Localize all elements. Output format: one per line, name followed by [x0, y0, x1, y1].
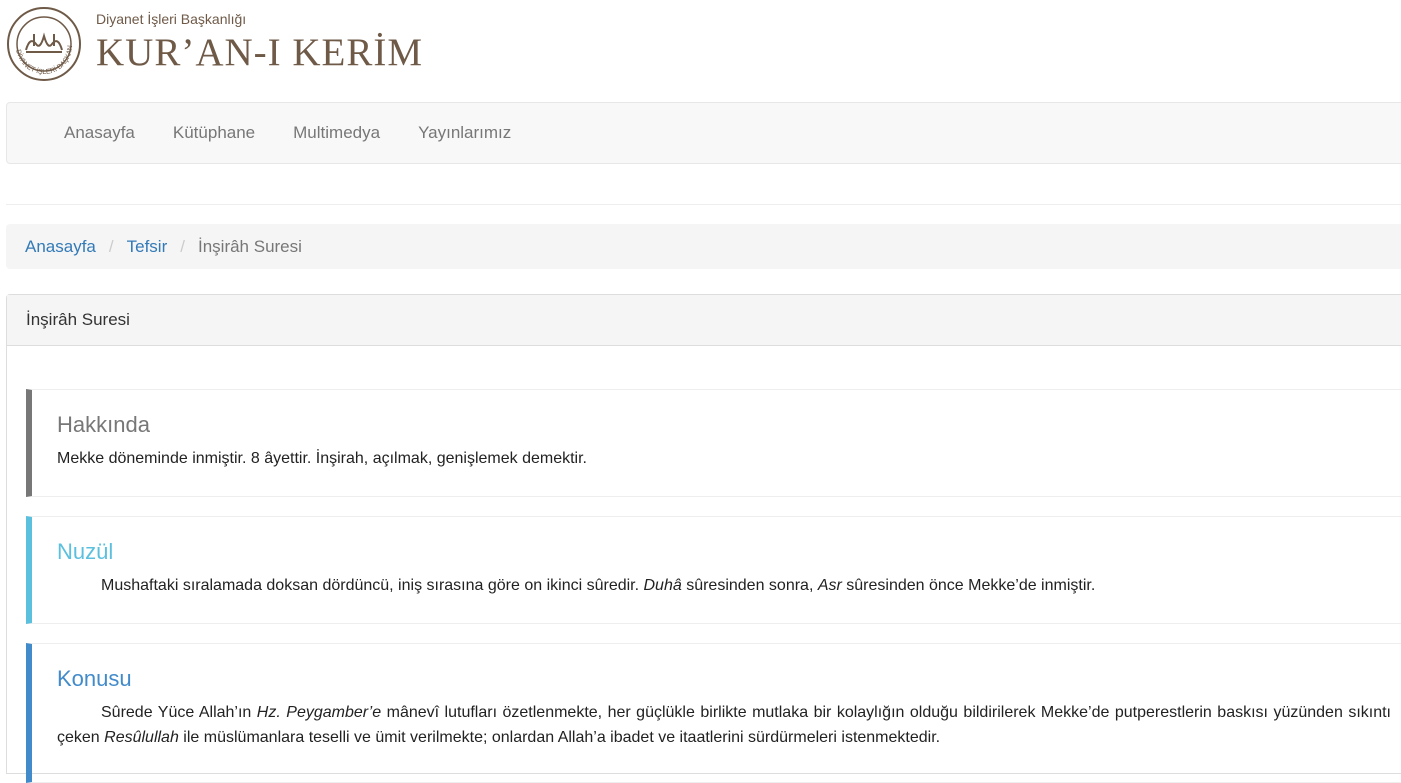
main-navbar — [6, 102, 1401, 164]
breadcrumb-separator: / — [180, 236, 185, 256]
callout-text — [57, 700, 1391, 750]
breadcrumb-link-tefsir[interactable]: Tefsir — [126, 236, 168, 256]
section-divider — [6, 204, 1401, 205]
emphasis-text: Duhâ — [643, 577, 682, 594]
text-segment: ile müslümanlara teselli ve ümit verilmekte; onlardan Allah’a ibadet ve itaatlerini sürdürmeleri istenmektedir. — [178, 729, 941, 746]
text-segment: sûresinden sonra, — [681, 577, 818, 594]
callout-text — [57, 573, 1391, 598]
callout-heading: Hakkında — [57, 412, 150, 437]
breadcrumb-separator: / — [108, 236, 114, 256]
emphasis-text: Asr — [817, 577, 842, 594]
brand-title[interactable]: KUR’AN-I KERİM — [96, 31, 424, 74]
callout-heading: Nuzül — [57, 539, 114, 564]
callout-konusu — [26, 643, 1401, 783]
breadcrumb — [6, 224, 1401, 269]
nav-item-multimedya[interactable]: Multimedya — [293, 123, 381, 142]
site-header — [0, 0, 1401, 100]
text-segment: sûresinden önce Mekke’de inmiştir. — [841, 577, 1096, 594]
nav-item-yayinlarimiz[interactable]: Yayınlarımız — [418, 123, 512, 142]
nav-item-kutuphane[interactable]: Kütüphane — [172, 123, 256, 142]
text-segment: Mushaftaki sıralamada doksan dördüncü, iniş sırasına göre on ikinci sûredir. — [101, 577, 644, 594]
callout-hakkinda — [26, 389, 1401, 497]
nav-item-anasayfa[interactable]: Anasayfa — [64, 123, 135, 142]
breadcrumb-link-anasayfa[interactable]: Anasayfa — [25, 236, 96, 256]
text-segment: mânevî lutufları özetlenmekte, her güçlükle birlikte mutlaka bir kolaylığın olduğu bildirilerek Mekke’de putperestlerin baskısı yüzünden sıkıntı çeken — [57, 704, 1391, 746]
callout-text: Mekke döneminde inmiştir. 8 âyettir. İnşirah, açılmak, genişlemek demektir. — [57, 450, 587, 467]
panel-title: İnşirâh Suresi — [7, 295, 1401, 346]
emphasis-text: Resûlullah — [104, 729, 179, 746]
breadcrumb-current: İnşirâh Suresi — [197, 236, 302, 256]
sure-panel — [6, 294, 1401, 774]
callout-nuzul — [26, 516, 1401, 624]
seal-lettering: DİYANET İŞLERİ BAŞKAN — [14, 45, 75, 77]
brand-subtitle: Diyanet İşleri Başkanlığı — [96, 11, 247, 27]
text-segment: Sûrede Yüce Allah’ın — [101, 704, 257, 721]
diyanet-logo-icon[interactable] — [6, 6, 82, 82]
nav-list — [45, 103, 530, 163]
emphasis-text: Hz. Peygamber’e — [256, 704, 382, 721]
callout-heading: Konusu — [57, 666, 132, 691]
